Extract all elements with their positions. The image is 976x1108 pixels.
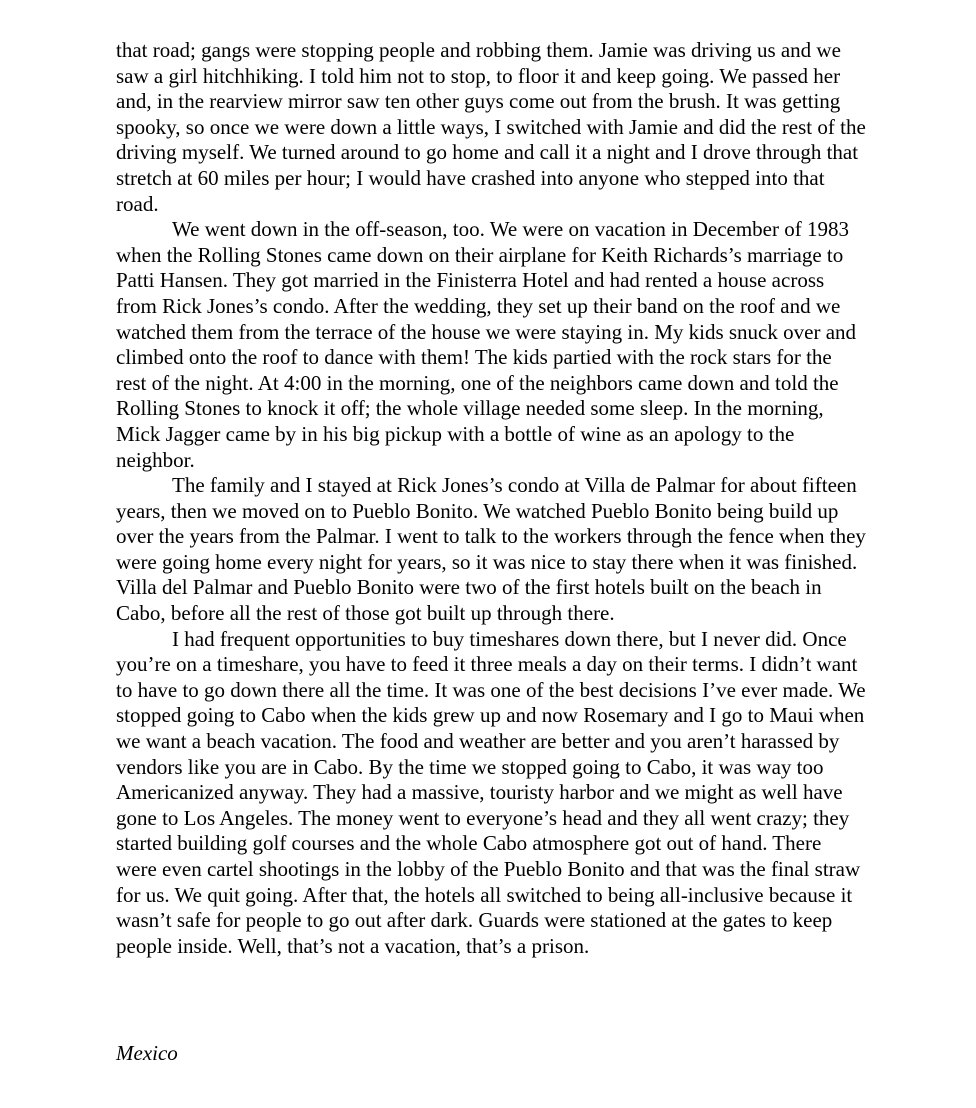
paragraph-2: We went down in the off-season, too. We were on vacation in December of 1983 when the Rolling Stones came down on their airplane for Keith Richards’s marriage to Patti Hansen. They got married in the Finisterra Hotel and had rented a house across from Rick Jones’s condo. After the wedding, they set up their band on the roof and we watched them from the terrace of the house we were staying in. My kids snuck over and climbed onto the roof to dance with them! The kids partied with the rock stars for the rest of the night. At 4:00 in the morning, one of the neighbors came down and told the Rolling Stones to knock it off; the whole village needed some sleep. In the morning, Mick Jagger came by in his big pickup with a bottle of wine as an apology to the neighbor. <box>116 217 857 472</box>
paragraph-1: that road; gangs were stopping people and robbing them. Jamie was driving us and we saw a girl hitchhiking. I told him not to stop, to floor it and keep going. We passed her and, in the rearview mirror saw ten other guys come out from the brush. It was getting spooky, so once we were down a little ways, I switched with Jamie and did the rest of the driving myself. We turned around to go home and call it a night and I drove through that stretch at 60 miles per hour; I would have crashed into anyone who stepped into that road. <box>116 38 866 216</box>
page-footer-chapter-title: Mexico <box>116 1041 178 1065</box>
paragraph-4: I had frequent opportunities to buy timeshares down there, but I never did. Once you’re on a timeshare, you have to feed it three meals a day on their terms. I didn’t want to have to go down there all the time. It was one of the best decisions I’ve ever made. We stopped going to Cabo when the kids grew up and now Rosemary and I go to Maui when we want a beach vacation. The food and weather are better and you aren’t harassed by vendors like you are in Cabo. By the time we stopped going to Cabo, it was way too Americanized anyway. They had a massive, touristy harbor and we might as well have gone to Los Angeles. The money went to everyone’s head and they all went crazy; they started building golf courses and the whole Cabo atmosphere got out of hand. There were even cartel shootings in the lobby of the Pueblo Bonito and that was the final straw for us. We quit going. After that, the hotels all switched to being all-inclusive because it wasn’t safe for people to go out after dark. Guards were stationed at the gates to keep people inside. Well, that’s not a vacation, that’s a prison. <box>116 626 866 958</box>
paragraph-3: The family and I stayed at Rick Jones’s condo at Villa de Palmar for about fifteen years, then we moved on to Pueblo Bonito. We watched Pueblo Bonito being build up over the years from the Palmar. I went to talk to the workers through the fence when they were going home every night for years, so it was nice to stay there when it was finished. Villa del Palmar and Pueblo Bonito were two of the first hotels built on the beach in Cabo, before all the rest of those got built up through there. <box>116 473 866 626</box>
document-body <box>116 38 866 959</box>
